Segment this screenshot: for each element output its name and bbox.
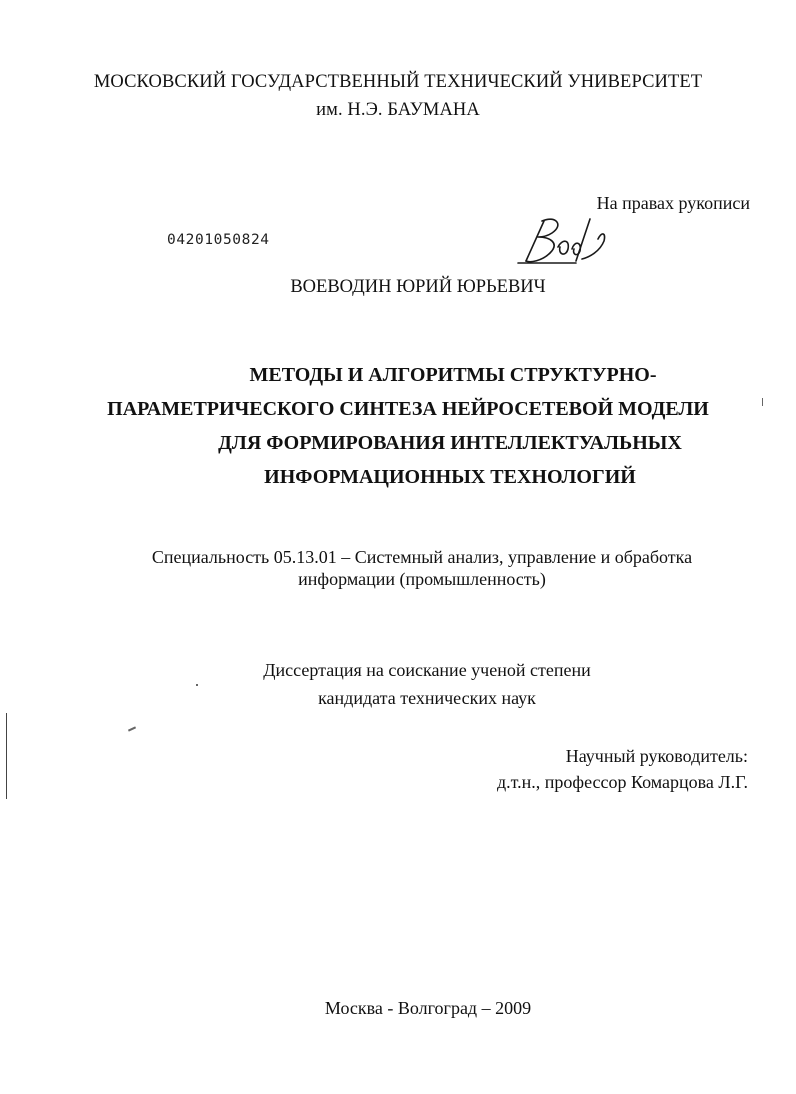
scan-speck <box>128 726 136 731</box>
degree-line: Диссертация на соискание ученой степени <box>263 660 591 680</box>
university-title: МОСКОВСКИЙ ГОСУДАРСТВЕННЫЙ ТЕХНИЧЕСКИЙ УНИВЕРСИТЕТ <box>93 72 703 92</box>
title-line: ПАРАМЕТРИЧЕСКОГО СИНТЕЗА НЕЙРОСЕТЕВОЙ МОДЕЛИ <box>107 398 709 420</box>
scan-speck <box>762 398 763 406</box>
supervisor-name: д.т.н., профессор Комарцова Л.Г. <box>496 772 748 792</box>
supervisor <box>497 743 748 795</box>
degree-line: кандидата технических наук <box>318 688 536 708</box>
catalog-code: 04201050824 <box>167 232 270 248</box>
dissertation-title <box>0 358 796 494</box>
title-line: МЕТОДЫ И АЛГОРИТМЫ СТРУКТУРНО- <box>249 364 657 386</box>
specialty <box>24 546 796 590</box>
degree <box>0 656 796 712</box>
title-line: ДЛЯ ФОРМИРОВАНИЯ ИНТЕЛЛЕКТУАЛЬНЫХ <box>218 432 682 454</box>
scan-margin-line <box>6 713 7 799</box>
scan-speck <box>196 684 198 686</box>
supervisor-label: Научный руководитель: <box>565 746 748 766</box>
city-year: Москва - Волгоград – 2009 <box>324 998 532 1018</box>
title-line: ИНФОРМАЦИОННЫХ ТЕХНОЛОГИЙ <box>264 466 636 488</box>
specialty-line: информации (промышленность) <box>298 569 546 589</box>
author-signature <box>516 211 608 267</box>
manuscript-rights-note: На правах рукописи <box>596 193 750 213</box>
university-header <box>0 68 796 124</box>
university-name: им. Н.Э. БАУМАНА <box>316 100 480 120</box>
author-name: ВОЕВОДИН ЮРИЙ ЮРЬЕВИЧ <box>290 277 546 297</box>
specialty-line: Специальность 05.13.01 – Системный анализ, управление и обработка <box>151 547 693 567</box>
